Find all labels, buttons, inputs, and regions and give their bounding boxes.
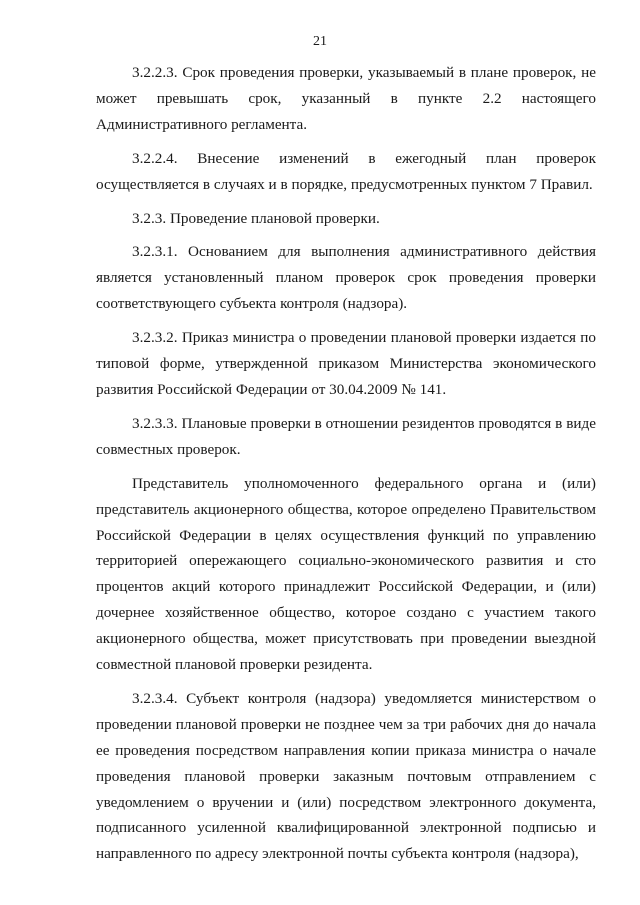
paragraph-3-2-3-3: 3.2.3.3. Плановые проверки в отношении резидентов проводятся в виде совместных проверок. <box>96 414 596 458</box>
document-body <box>96 60 596 867</box>
paragraph-3-2-3-heading: 3.2.3. Проведение плановой проверки. <box>132 209 380 227</box>
paragraph-3-2-2-3: 3.2.2.3. Срок проведения проверки, указываемый в плане проверок, не может превышать срок, указанный в пункте 2.2 настоящего Административного регламента. <box>96 64 596 133</box>
paragraph-3-2-3-1: 3.2.3.1. Основанием для выполнения административного действия является установленный планом проверок срок проведения проверки соответствующего субъекта контроля (надзора). <box>96 243 596 313</box>
paragraph-3-2-2-4: 3.2.2.4. Внесение изменений в ежегодный план проверок осуществляется в случаях и в порядке, предусмотренных пунктом 7 Правил. <box>96 149 596 193</box>
page-number: 21 <box>313 34 327 49</box>
paragraph-3-2-3-2: 3.2.3.2. Приказ министра о проведении плановой проверки издается по типовой форме, утвержденной приказом Министерства экономического развития Российской Федерации от 30.04.2009 № 141. <box>96 329 596 398</box>
paragraph-representative: Представитель уполномоченного федерального органа и (или) представитель акционерного общества, которое определено Правительством Российской Федерации в целях осуществления функций по управлению территорией опережающего социально-экономического развития и сто процентов акций которого принадлежит Российской Федерации, и (или) дочернее хозяйственное общество, которое создано с участием такого акционерного общества, может присутствовать при проведении выездной совместной плановой проверки резидента. <box>96 474 596 674</box>
paragraph-3-2-3-4: 3.2.3.4. Субъект контроля (надзора) уведомляется министерством о проведении плановой проверки не позднее чем за три рабочих дня до начала ее проведения посредством направления копии приказа министра о начале проведения плановой проверки заказным почтовым отправлением с уведомлением о вручении и (или) посредством электронного документа, подписанного усиленной квалифицированной электронной подписью и направленного по адресу электронной почты субъекта контроля (надзора), <box>96 689 596 863</box>
